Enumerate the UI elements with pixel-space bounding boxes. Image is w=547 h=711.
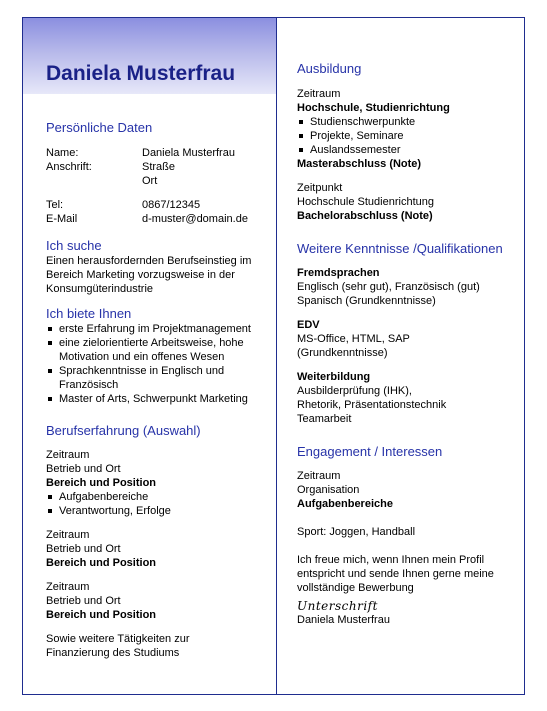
email-value: d-muster@domain.de <box>142 213 248 225</box>
position: Bereich und Position <box>46 477 157 489</box>
period: Zeitraum <box>46 529 90 541</box>
engagement-heading: Engagement / Interessen <box>297 444 443 459</box>
period: Zeitraum <box>46 581 90 593</box>
education-heading: Ausbildung <box>297 61 362 76</box>
list-item: erste Erfahrung im Projektmanagement <box>46 322 274 336</box>
phone-value: 0867/12345 <box>142 199 201 211</box>
skills-heading: Weitere Kenntnisse /Qualifikationen <box>297 241 503 256</box>
experience-entry <box>46 448 274 518</box>
list-item: eine zielorientierte Arbeitsweise, hohe Motivation und ein offenes Wesen <box>46 336 274 364</box>
offer-list <box>46 322 274 406</box>
experience-footer: Sowie weitere Tätigkeiten zur Finanzierung des Studiums <box>46 633 190 659</box>
it-line: (Grundkenntnisse) <box>297 347 388 359</box>
tasks: Aufgabenbereiche <box>297 498 393 510</box>
it-line: MS-Office, HTML, SAP <box>297 333 410 345</box>
company: Betrieb und Ort <box>46 543 121 555</box>
company: Betrieb und Ort <box>46 463 121 475</box>
address-blank-label <box>46 174 142 188</box>
applicant-name: Daniela Musterfrau <box>46 62 236 85</box>
school: Hochschule Studienrichtung <box>297 196 434 208</box>
period: Zeitraum <box>297 470 341 482</box>
address-label: Anschrift: <box>46 161 92 173</box>
school: Hochschule, Studienrichtung <box>297 102 450 114</box>
email-label: E-Mail <box>46 213 78 225</box>
street-value: Straße <box>142 161 176 173</box>
seeking-text: Einen herausfordernden Berufseinstieg im Bereich Marketing vorzugsweise in der Konsumgüterindustrie <box>46 255 252 295</box>
signature: Unterschrift <box>297 599 378 613</box>
degree: Masterabschluss (Note) <box>297 158 422 170</box>
period: Zeitraum <box>297 88 341 100</box>
experience-entry <box>46 580 274 622</box>
experience-bullets <box>46 490 274 518</box>
company: Betrieb und Ort <box>46 595 121 607</box>
experience-heading: Berufserfahrung (Auswahl) <box>46 423 201 438</box>
list-item: Studienschwerpunkte <box>297 115 512 129</box>
languages-title: Fremdsprachen <box>297 267 380 279</box>
education-bullets <box>297 115 512 157</box>
training-line: Ausbilderprüfung (IHK), <box>297 385 412 397</box>
sport-line: Sport: Joggen, Handball <box>297 526 416 538</box>
signed-name: Daniela Musterfrau <box>297 614 390 626</box>
closing-text: Ich freue mich, wenn Ihnen mein Profil entspricht und sende Ihnen gerne meine vollständige Bewerbung <box>297 554 494 594</box>
list-item: Master of Arts, Schwerpunkt Marketing <box>46 392 274 406</box>
list-item: Verantwortung, Erfolge <box>46 504 274 518</box>
training-title: Weiterbildung <box>297 371 371 383</box>
training-line: Teamarbeit <box>297 413 352 425</box>
name-value: Daniela Musterfrau <box>142 147 235 159</box>
list-item: Auslandssemester <box>297 143 512 157</box>
right-column <box>297 61 512 627</box>
list-item: Projekte, Seminare <box>297 129 512 143</box>
it-title: EDV <box>297 319 320 331</box>
languages-line: Englisch (sehr gut), Französisch (gut) <box>297 281 480 293</box>
city-value: Ort <box>142 175 158 187</box>
left-column <box>46 120 274 660</box>
seeking-heading: Ich suche <box>46 238 102 253</box>
training-line: Rhetorik, Präsentationstechnik <box>297 399 447 411</box>
list-item: Aufgabenbereiche <box>46 490 274 504</box>
organisation: Organisation <box>297 484 360 496</box>
period: Zeitraum <box>46 449 90 461</box>
period: Zeitpunkt <box>297 182 343 194</box>
personal-heading: Persönliche Daten <box>46 120 153 135</box>
offer-heading: Ich biete Ihnen <box>46 306 132 321</box>
position: Bereich und Position <box>46 609 157 621</box>
column-divider <box>276 17 277 695</box>
languages-line: Spanisch (Grundkenntnisse) <box>297 295 436 307</box>
list-item: Sprachkenntnisse in Englisch und Französisch <box>46 364 274 392</box>
experience-entry <box>46 528 274 570</box>
position: Bereich und Position <box>46 557 157 569</box>
name-label: Name: <box>46 147 79 159</box>
spacer <box>46 188 142 198</box>
degree: Bachelorabschluss (Note) <box>297 210 433 222</box>
phone-label: Tel: <box>46 199 64 211</box>
personal-details <box>46 146 274 226</box>
